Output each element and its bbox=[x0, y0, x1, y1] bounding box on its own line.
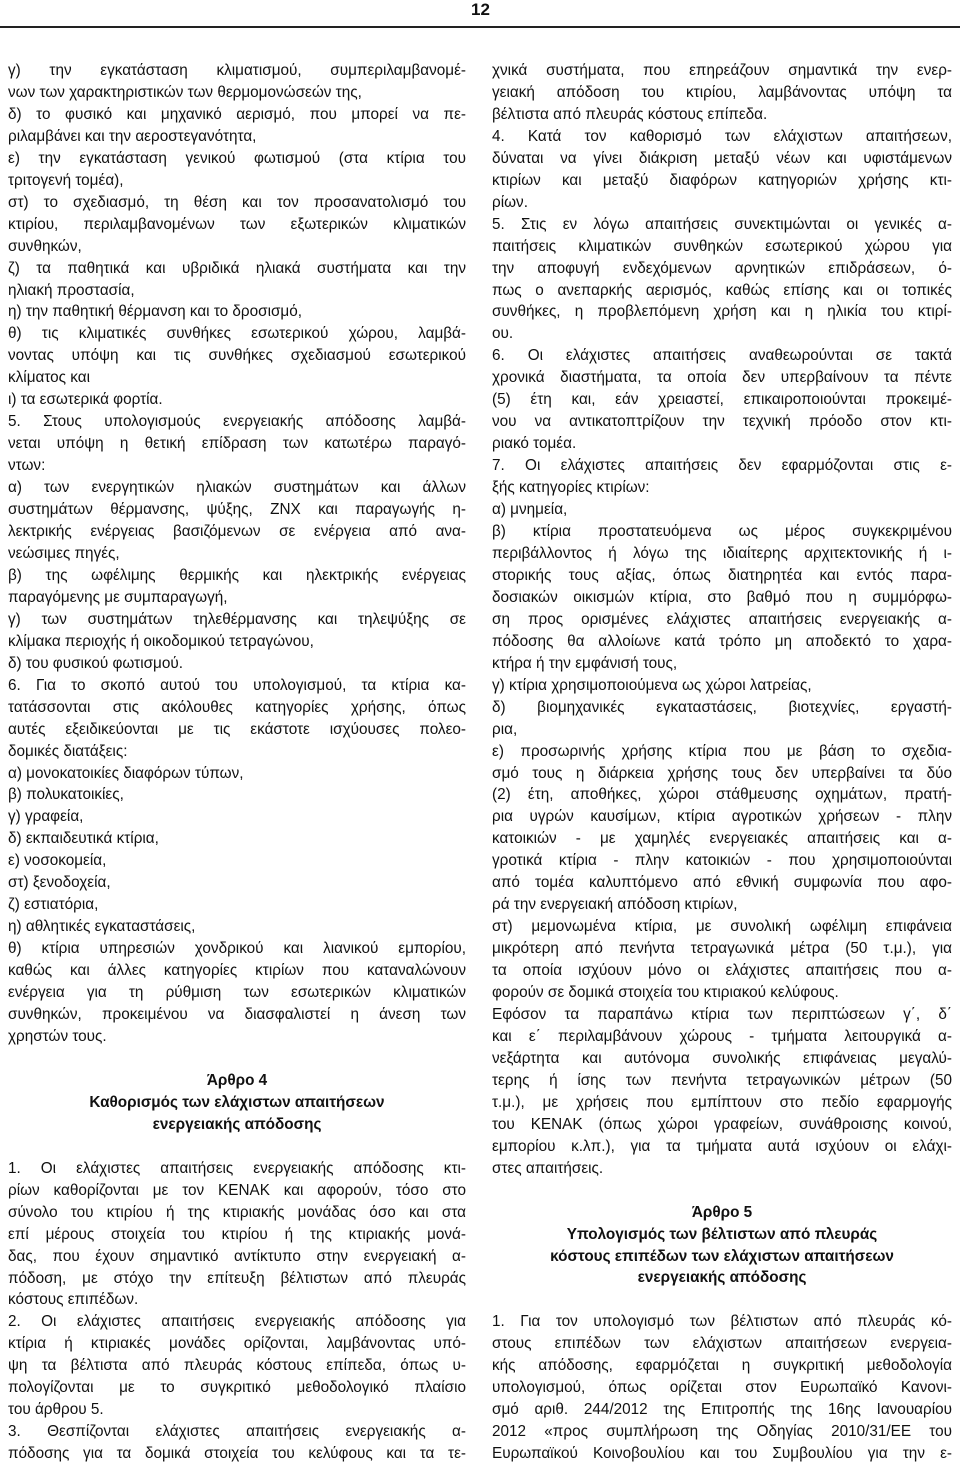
text-line: στορικής τους αξίας, όπως διατηρητέα και εντός παρα- bbox=[492, 566, 952, 584]
text-line: δ) του φυσικού φωτισμού. bbox=[8, 654, 183, 672]
text-line: γ) την εγκατάσταση κλιματισμού, συμπεριλαμβανομέ- bbox=[8, 62, 466, 79]
text-line: αυτές εξειδικεύονται με τις εκάστοτε ισχύουσες πολεο- bbox=[8, 720, 466, 738]
text-line: ρίων καθορίζονται με τον ΚΕΝΑΚ και αφορούν, τόσο στο bbox=[8, 1181, 466, 1199]
text-line: ζ) εστιατόρια, bbox=[8, 896, 99, 914]
text-line: Εφόσον τα παραπάνω κτίρια των περιπτώσεων γ΄, δ΄ bbox=[492, 1005, 952, 1023]
text-line: κτιρίων και μεταξύ διαφόρων κατηγοριών χρήσης κτι- bbox=[492, 171, 952, 189]
text-line: δομικές διατάξεις: bbox=[8, 742, 128, 760]
text-line: γειακή απόδοση του κτιρίου, λαμβάνοντας υπόψη τα bbox=[492, 83, 952, 101]
text-line: νεξάρτητα και αυτόνομα συνολικής επιφάνειας μεγαλύ- bbox=[492, 1049, 952, 1067]
text-line: ρίων. bbox=[492, 193, 528, 211]
text-line: συνθηκών, bbox=[8, 237, 82, 255]
text-line: παραγόμενης με συμπαραγωγή, bbox=[8, 588, 228, 606]
article-title-line: ενεργειακής απόδοσης bbox=[637, 1269, 807, 1287]
text-line: βέλτιστα από πλευράς κόστους επίπεδα. bbox=[492, 105, 768, 123]
text-line: α) μνημεία, bbox=[492, 501, 568, 519]
text-line: 2. Οι ελάχιστες απαιτήσεις ενεργειακής απόδοσης για bbox=[8, 1313, 466, 1331]
text-line: τριτογενή τομέα), bbox=[8, 171, 124, 189]
text-line: ση προς ορισμένες ελάχιστες απαιτήσεις ενεργειακής α- bbox=[492, 610, 952, 628]
text-line: εμπορίου κ.λπ.), για τα τμήματα αυτά ισχύουν οι ελάχι- bbox=[492, 1137, 952, 1155]
text-line: σμό τους η διάρκεια χρήσης τους δεν υπερβαίνει τα δύο bbox=[492, 764, 952, 782]
text-line: ρά την ενεργειακή απόδοση κτιρίων, bbox=[492, 896, 738, 914]
text-line: νου να αντικατοπτρίζουν την τεχνική πρόοδο στον κτι- bbox=[492, 413, 952, 431]
text-line: συστημάτων θέρμανσης, ψύξης, ΖΝΧ και παραγωγής η- bbox=[8, 501, 466, 519]
text-line: (5) έτη και, εάν χρειαστεί, επικαιροποιούνται προκειμέ- bbox=[492, 391, 952, 409]
text-line: ψη τα βέλτιστα από πλευράς κόστους επίπεδα, όπως υ- bbox=[8, 1357, 466, 1375]
right-text-block-b bbox=[492, 1311, 952, 1465]
header-rule bbox=[0, 26, 960, 28]
text-line: ξής κατηγορίες κτιρίων: bbox=[492, 479, 650, 497]
right-text-block-a bbox=[492, 60, 952, 1180]
text-line: 2012 «προς συμπλήρωση της Οδηγίας 2010/31/ΕΕ του bbox=[492, 1423, 952, 1441]
text-line: από τομέα καλυπτόμενο από εθνική συμφωνία που αφο- bbox=[492, 874, 952, 892]
left-column bbox=[8, 60, 466, 1465]
left-text-block-b bbox=[8, 1158, 466, 1465]
text-line: 1. Οι ελάχιστες απαιτήσεις ενεργειακής απόδοσης κτι- bbox=[8, 1159, 466, 1177]
text-line: ε) προσωρινής χρήσης κτίρια που με βάση το σχεδια- bbox=[492, 742, 952, 760]
text-line: 6. Οι ελάχιστες απαιτήσεις αναθεωρούνται σε τακτά bbox=[492, 347, 952, 365]
text-line: κής απόδοσης, εφαρμόζεται η συγκριτική μεθοδολογία bbox=[492, 1357, 952, 1375]
text-line: δ) βιομηχανικές εγκαταστάσεις, βιοτεχνίες, εργαστή- bbox=[492, 698, 952, 716]
spacer bbox=[492, 1180, 952, 1202]
text-line: περιβάλλοντος ή λόγω της ιδιαίτερης αρχιτεκτονικής ή ι- bbox=[492, 544, 952, 562]
text-line: δ) εκπαιδευτικά κτίρια, bbox=[8, 830, 159, 848]
text-line: και ε΄ περιλαμβάνουν χώρους - τμήματα λειτουργικά α- bbox=[492, 1027, 952, 1045]
text-line: στ) ξενοδοχεία, bbox=[8, 874, 111, 892]
text-line: β) της ωφέλιμης θερμικής και ηλεκτρικής ενέργειας bbox=[8, 566, 466, 584]
text-line: ι) τα εσωτερικά φορτία. bbox=[8, 391, 163, 409]
text-line: τατάσσονται στις ακόλουθες κατηγορίες χρήσης, όπως bbox=[8, 698, 466, 716]
text-line: την αποφυγή ενδεχόμενων αρνητικών επιδράσεων, ό- bbox=[492, 259, 952, 277]
text-line: πόδοσης θα αλλοίωνε κατά τρόπο μη αποδεκτό το χαρα- bbox=[492, 632, 952, 650]
text-line: νεται υπόψη η θετική επίδραση των κατωτέρω παραγό- bbox=[8, 435, 466, 453]
text-line: σύνολο του κτιρίου ή της κτιριακής μονάδας όσο και στα bbox=[8, 1203, 466, 1221]
text-line: χνικά συστήματα, που επηρεάζουν σημαντικά την ενερ- bbox=[492, 62, 952, 79]
text-line: ε) την εγκατάσταση γενικού φωτισμού (στα κτίρια του bbox=[8, 149, 466, 167]
text-line: χρονικά διαστήματα, τα οποία δεν υπερβαίνουν τα πέντε bbox=[492, 369, 952, 387]
text-line: δοσιακών οικισμών κτίρια, στο βαθμό που η συμμόρφω- bbox=[492, 588, 952, 606]
text-line: δ) το φυσικό και μηχανικό αερισμό, που μπορεί να πε- bbox=[8, 105, 466, 123]
text-line: παιτήσεις κλιματικών συνθηκών εσωτερικού χώρου για bbox=[492, 237, 952, 255]
page-number: 12 bbox=[471, 0, 490, 19]
article-5-heading bbox=[492, 1202, 952, 1290]
text-line: στες απαιτήσεις. bbox=[492, 1159, 604, 1177]
spacer bbox=[492, 1289, 952, 1311]
text-line: υπολογισμού, όπως ορίζεται στον Ευρωπαϊκό Κανονι- bbox=[492, 1379, 952, 1397]
text-line: γ) των συστημάτων τηλεθέρμανσης και τηλεψύξης σε bbox=[8, 610, 466, 628]
text-line: ηλιακή προστασία, bbox=[8, 281, 135, 299]
text-line: 3. Θεσπίζονται ελάχιστες απαιτήσεις ενεργειακής α- bbox=[8, 1423, 466, 1441]
text-line: 4. Κατά τον καθορισμό των ελάχιστων απαιτήσεων, bbox=[492, 127, 952, 145]
text-line: τα οποία ισχύουν μόνο οι ελάχιστες απαιτήσεις που α- bbox=[492, 962, 952, 980]
text-line: κόστους επιπέδων. bbox=[8, 1291, 139, 1309]
text-line: δύναται να γίνει διάκριση μεταξύ νέων και υφιστάμενων bbox=[492, 149, 952, 167]
text-line: 7. Οι ελάχιστες απαιτήσεις δεν εφαρμόζονται στις ε- bbox=[492, 457, 952, 475]
article-title-line: Καθορισμός των ελάχιστων απαιτήσεων bbox=[89, 1093, 385, 1111]
right-column bbox=[492, 60, 952, 1465]
text-line: καθώς και άλλες κατηγορίες κτιρίων που καταναλώνουν bbox=[8, 962, 466, 980]
article-4-heading bbox=[8, 1070, 466, 1136]
text-line: β) κτίρια προστατευόμενα ως μέρος συγκεκριμένου bbox=[492, 523, 952, 541]
text-line: (2) έτη, αποθήκες, χώροι στάθμευσης οχημάτων, πρατή- bbox=[492, 786, 952, 804]
text-line: ρια, bbox=[492, 720, 518, 738]
text-line: γ) κτίρια χρησιμοποιούμενα ως χώροι λατρείας, bbox=[492, 676, 812, 694]
text-line: νων των χαρακτηριστικών των θερμομονώσεών της, bbox=[8, 83, 362, 101]
text-line: νοντας υπόψη και τις συνθήκες σχεδιασμού εσωτερικού bbox=[8, 347, 466, 365]
text-line: ριλαμβάνει και την αεροστεγανότητα, bbox=[8, 127, 257, 145]
text-line: κατοικιών - με χαμηλές ενεργειακές απαιτήσεις και α- bbox=[492, 830, 952, 848]
text-line: δας, που έχουν σημαντικό αντίκτυπο στην ενεργειακή α- bbox=[8, 1247, 466, 1265]
text-line: πόδοση, με στόχο την επίτευξη βέλτιστων από πλευράς bbox=[8, 1269, 466, 1287]
text-line: κτίρια ή κτιριακές μονάδες ορίζονται, λαμβάνοντας υπό- bbox=[8, 1335, 466, 1353]
text-line: χρηστών τους. bbox=[8, 1027, 107, 1045]
spacer bbox=[8, 1048, 466, 1070]
text-line: τ.μ.), με χρήσεις που εμπίπτουν στο πεδίο εφαρμογής bbox=[492, 1093, 952, 1111]
text-line: ντων: bbox=[8, 457, 46, 475]
article-title-line: Υπολογισμός των βέλτιστων από πλευράς bbox=[566, 1225, 878, 1243]
text-line: ε) νοσοκομεία, bbox=[8, 852, 107, 870]
text-line: συνθήκες, η προβλεπόμενη χρήση και η ηλικία του κτιρί- bbox=[492, 303, 952, 321]
text-line: γροτικά κτίρια - πλην κατοικιών - που χρησιμοποιούνται bbox=[492, 852, 952, 870]
text-line: στ) μεμονωμένα κτίρια, με συνολική ωφέλιμη επιφάνεια bbox=[492, 918, 952, 936]
text-line: στ) το σχεδιασμό, τη θέση και τον προσανατολισμό του bbox=[8, 193, 466, 211]
text-line: κλίματος και bbox=[8, 369, 91, 387]
text-line: α) των ενεργητικών ηλιακών συστημάτων και άλλων bbox=[8, 479, 466, 497]
text-line: στους επιπέδων των ελάχιστων απαιτήσεων ενεργεια- bbox=[492, 1335, 952, 1353]
left-text-block-a bbox=[8, 60, 466, 1048]
text-line: κτήρα ή την εμφάνισή τους, bbox=[492, 654, 678, 672]
text-line: 6. Για το σκοπό αυτού του υπολογισμού, τα κτίρια κα- bbox=[8, 676, 466, 694]
article-number: Άρθρο 4 bbox=[206, 1071, 268, 1089]
text-line: πως ο ανεπαρκής αερισμός, καθώς επίσης και οι τοπικές bbox=[492, 281, 952, 299]
text-line: ενέργεια για τη ρύθμιση των εσωτερικών κλιματικών bbox=[8, 984, 466, 1002]
text-line: του ΚΕΝΑΚ (όπως χώροι γραφείων, συνάθροισης κοινού, bbox=[492, 1115, 952, 1133]
text-line: θ) κτίρια υπηρεσιών χονδρικού και λιανικού εμπορίου, bbox=[8, 940, 466, 958]
text-line: πολογίζονται με το συγκριτικό μεθοδολογικό πλαίσιο bbox=[8, 1379, 466, 1397]
text-line: α) μονοκατοικίες διαφόρων τύπων, bbox=[8, 764, 244, 782]
text-line: ριακό τομέα. bbox=[492, 435, 577, 453]
text-line: θ) τις κλιματικές συνθήκες εσωτερικού χώρου, λαμβά- bbox=[8, 325, 466, 343]
text-line: μικρότερη από πενήντα τετραγωνικά μέτρα (50 τ.μ.), για bbox=[492, 940, 952, 958]
text-line: η) αθλητικές εγκαταστάσεις, bbox=[8, 918, 196, 936]
text-line: κτιρίου, περιλαμβανομένων των εξωτερικών κλιματικών bbox=[8, 215, 466, 233]
text-line: πόδοσης για τα δομικά στοιχεία του κελύφους και τα τε- bbox=[8, 1445, 466, 1463]
text-line: γ) γραφεία, bbox=[8, 808, 84, 826]
text-line: ρια υγρών καυσίμων, κτίρια αγροτικών χρήσεων - πλην bbox=[492, 808, 952, 826]
article-title-line: κόστους επιπέδων των ελάχιστων απαιτήσεων bbox=[550, 1247, 894, 1265]
article-title-line: ενεργειακής απόδοσης bbox=[152, 1115, 322, 1133]
text-line: Ευρωπαϊκού Κοινοβουλίου και του Συμβουλίου για την ε- bbox=[492, 1445, 952, 1463]
text-line: νεώσιμες πηγές, bbox=[8, 544, 120, 562]
text-line: ζ) τα παθητικά και υβριδικά ηλιακά συστήματα και την bbox=[8, 259, 466, 277]
text-line: τερης ή ίσης των πενήντα τετραγωνικών μέτρων (50 bbox=[492, 1071, 952, 1089]
text-line: συνθηκών, προκειμένου να διασφαλιστεί η άνεση των bbox=[8, 1005, 466, 1023]
text-line: 1. Για τον υπολογισμό των βέλτιστων από πλευράς κό- bbox=[492, 1313, 952, 1331]
text-line: ου. bbox=[492, 325, 514, 343]
text-line: λεκτρικής ενέργειας βασιζόμενων σε ενέργεια από ανα- bbox=[8, 523, 466, 541]
text-line: του άρθρου 5. bbox=[8, 1401, 104, 1419]
article-number: Άρθρο 5 bbox=[691, 1203, 753, 1221]
spacer bbox=[8, 1136, 466, 1158]
text-line: σμό αριθ. 244/2012 της Επιτροπής της 16ης Ιανουαρίου bbox=[492, 1401, 952, 1419]
text-line: κλίμακα περιοχής ή οικοδομικού τετραγώνου, bbox=[8, 632, 314, 650]
text-line: 5. Στους υπολογισμούς ενεργειακής απόδοσης λαμβά- bbox=[8, 413, 466, 431]
text-line: η) την παθητική θέρμανση και το δροσισμό, bbox=[8, 303, 302, 321]
text-line: 5. Στις εν λόγω απαιτήσεις συνεκτιμώνται οι γενικές α- bbox=[492, 215, 952, 233]
text-line: επί μέρους στοιχεία του κτιρίου ή της κτιριακής μονά- bbox=[8, 1225, 466, 1243]
text-line: φορούν σε δομικά στοιχεία του κτιριακού κελύφους. bbox=[492, 984, 839, 1002]
text-line: β) πολυκατοικίες, bbox=[8, 786, 124, 804]
